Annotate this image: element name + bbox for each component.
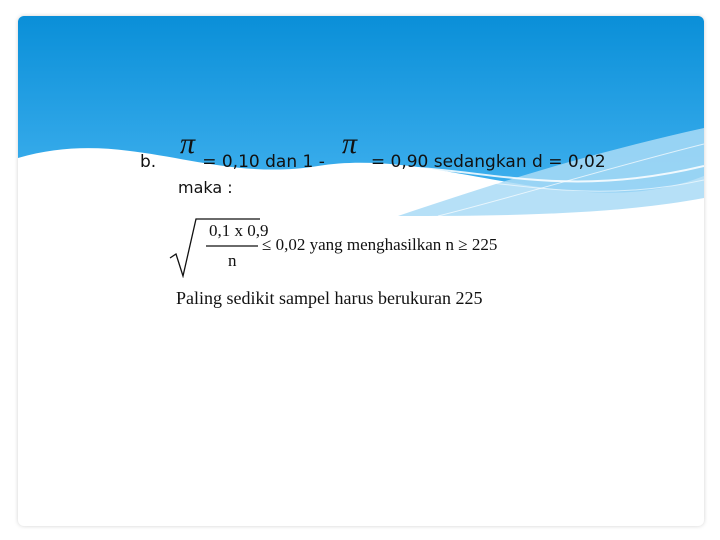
- formula-denominator: n: [228, 251, 237, 270]
- maka-label: maka :: [178, 178, 233, 197]
- wave-banner: [18, 16, 704, 216]
- sqrt-formula: [168, 216, 608, 278]
- line-b-part2: = 0,90 sedangkan d = 0,02: [370, 152, 606, 172]
- pi-symbol: π: [342, 127, 358, 160]
- conclusion-text: Paling sedikit sampel harus berukuran 225: [176, 288, 483, 308]
- line-b: [140, 152, 606, 172]
- formula-numerator: 0,1 x 0,9: [209, 221, 269, 240]
- formula-condition: ≤ 0,02 yang menghasilkan n ≥ 225: [262, 235, 498, 254]
- item-label: b.: [140, 152, 157, 172]
- pi-symbol: π: [180, 127, 196, 160]
- slide: [18, 16, 704, 526]
- line-b-part1: = 0,10 dan 1 -: [202, 152, 325, 172]
